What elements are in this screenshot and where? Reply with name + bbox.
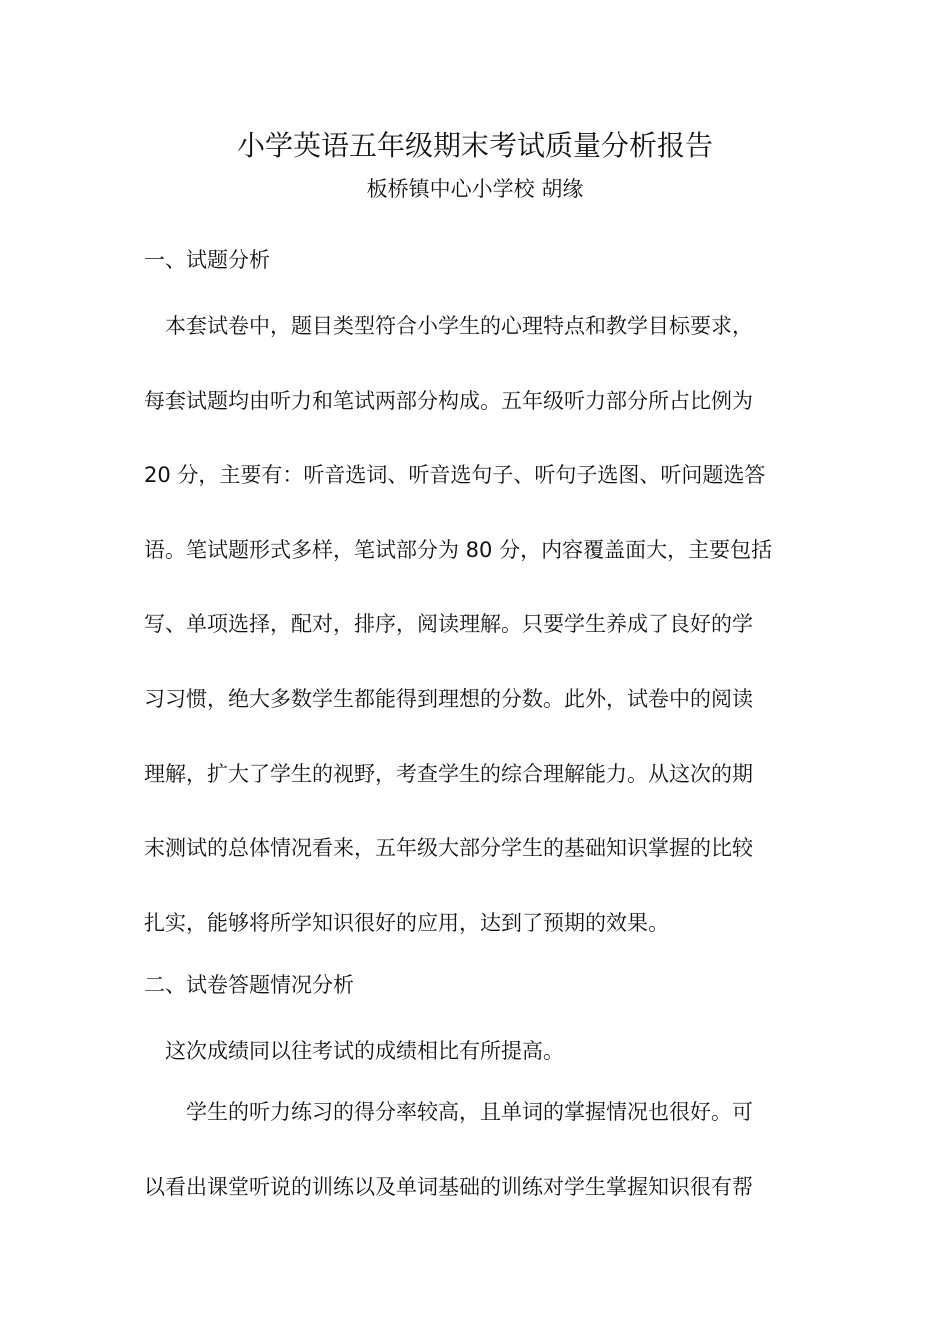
paragraph-line: 理解，扩大了学生的视野，考查学生的综合理解能力。从这次的期 <box>144 761 753 786</box>
paragraph-line: 习习惯，绝大多数学生都能得到理想的分数。此外，试卷中的阅读 <box>144 686 753 711</box>
paragraph-line: 以看出课堂听说的训练以及单词基础的训练对学生掌握知识很有帮 <box>144 1174 753 1199</box>
section-1-heading: 一、试题分析 <box>144 248 270 272</box>
paragraph-line: 末测试的总体情况看来，五年级大部分学生的基础知识掌握的比较 <box>144 836 753 861</box>
paragraph-line: 扎实，能够将所学知识很好的应用，达到了预期的效果。 <box>144 910 669 935</box>
section-1-paragraph <box>144 311 814 982</box>
document-title: 小学英语五年级期末考试质量分析报告 <box>236 129 713 162</box>
paragraph-line: 写、单项选择，配对，排序，阅读理解。只要学生养成了良好的学 <box>144 612 753 637</box>
section-2-heading: 二、试卷答题情况分析 <box>144 973 354 997</box>
paragraph-line: 学生的听力练习的得分率较高，且单词的掌握情况也很好。可 <box>144 1100 753 1124</box>
paragraph-line: 每套试题均由听力和笔试两部分构成。五年级听力部分所占比例为 <box>144 388 753 413</box>
paragraph-line: 本套试卷中，题目类型符合小学生的心理特点和教学目标要求， <box>144 314 753 338</box>
section-2-intro: 这次成绩同以往考试的成绩相比有所提高。 <box>144 1039 564 1063</box>
document-author: 板桥镇中心小学校 胡缘 <box>366 177 584 201</box>
paragraph-line: 语。笔试题形式多样，笔试部分为 80 分，内容覆盖面大，主要包括 <box>144 537 773 562</box>
section-2-paragraph <box>144 1097 814 1246</box>
paragraph-line: 20 分，主要有：听音选词、听音选句子、听句子选图、听问题选答 <box>144 463 766 488</box>
